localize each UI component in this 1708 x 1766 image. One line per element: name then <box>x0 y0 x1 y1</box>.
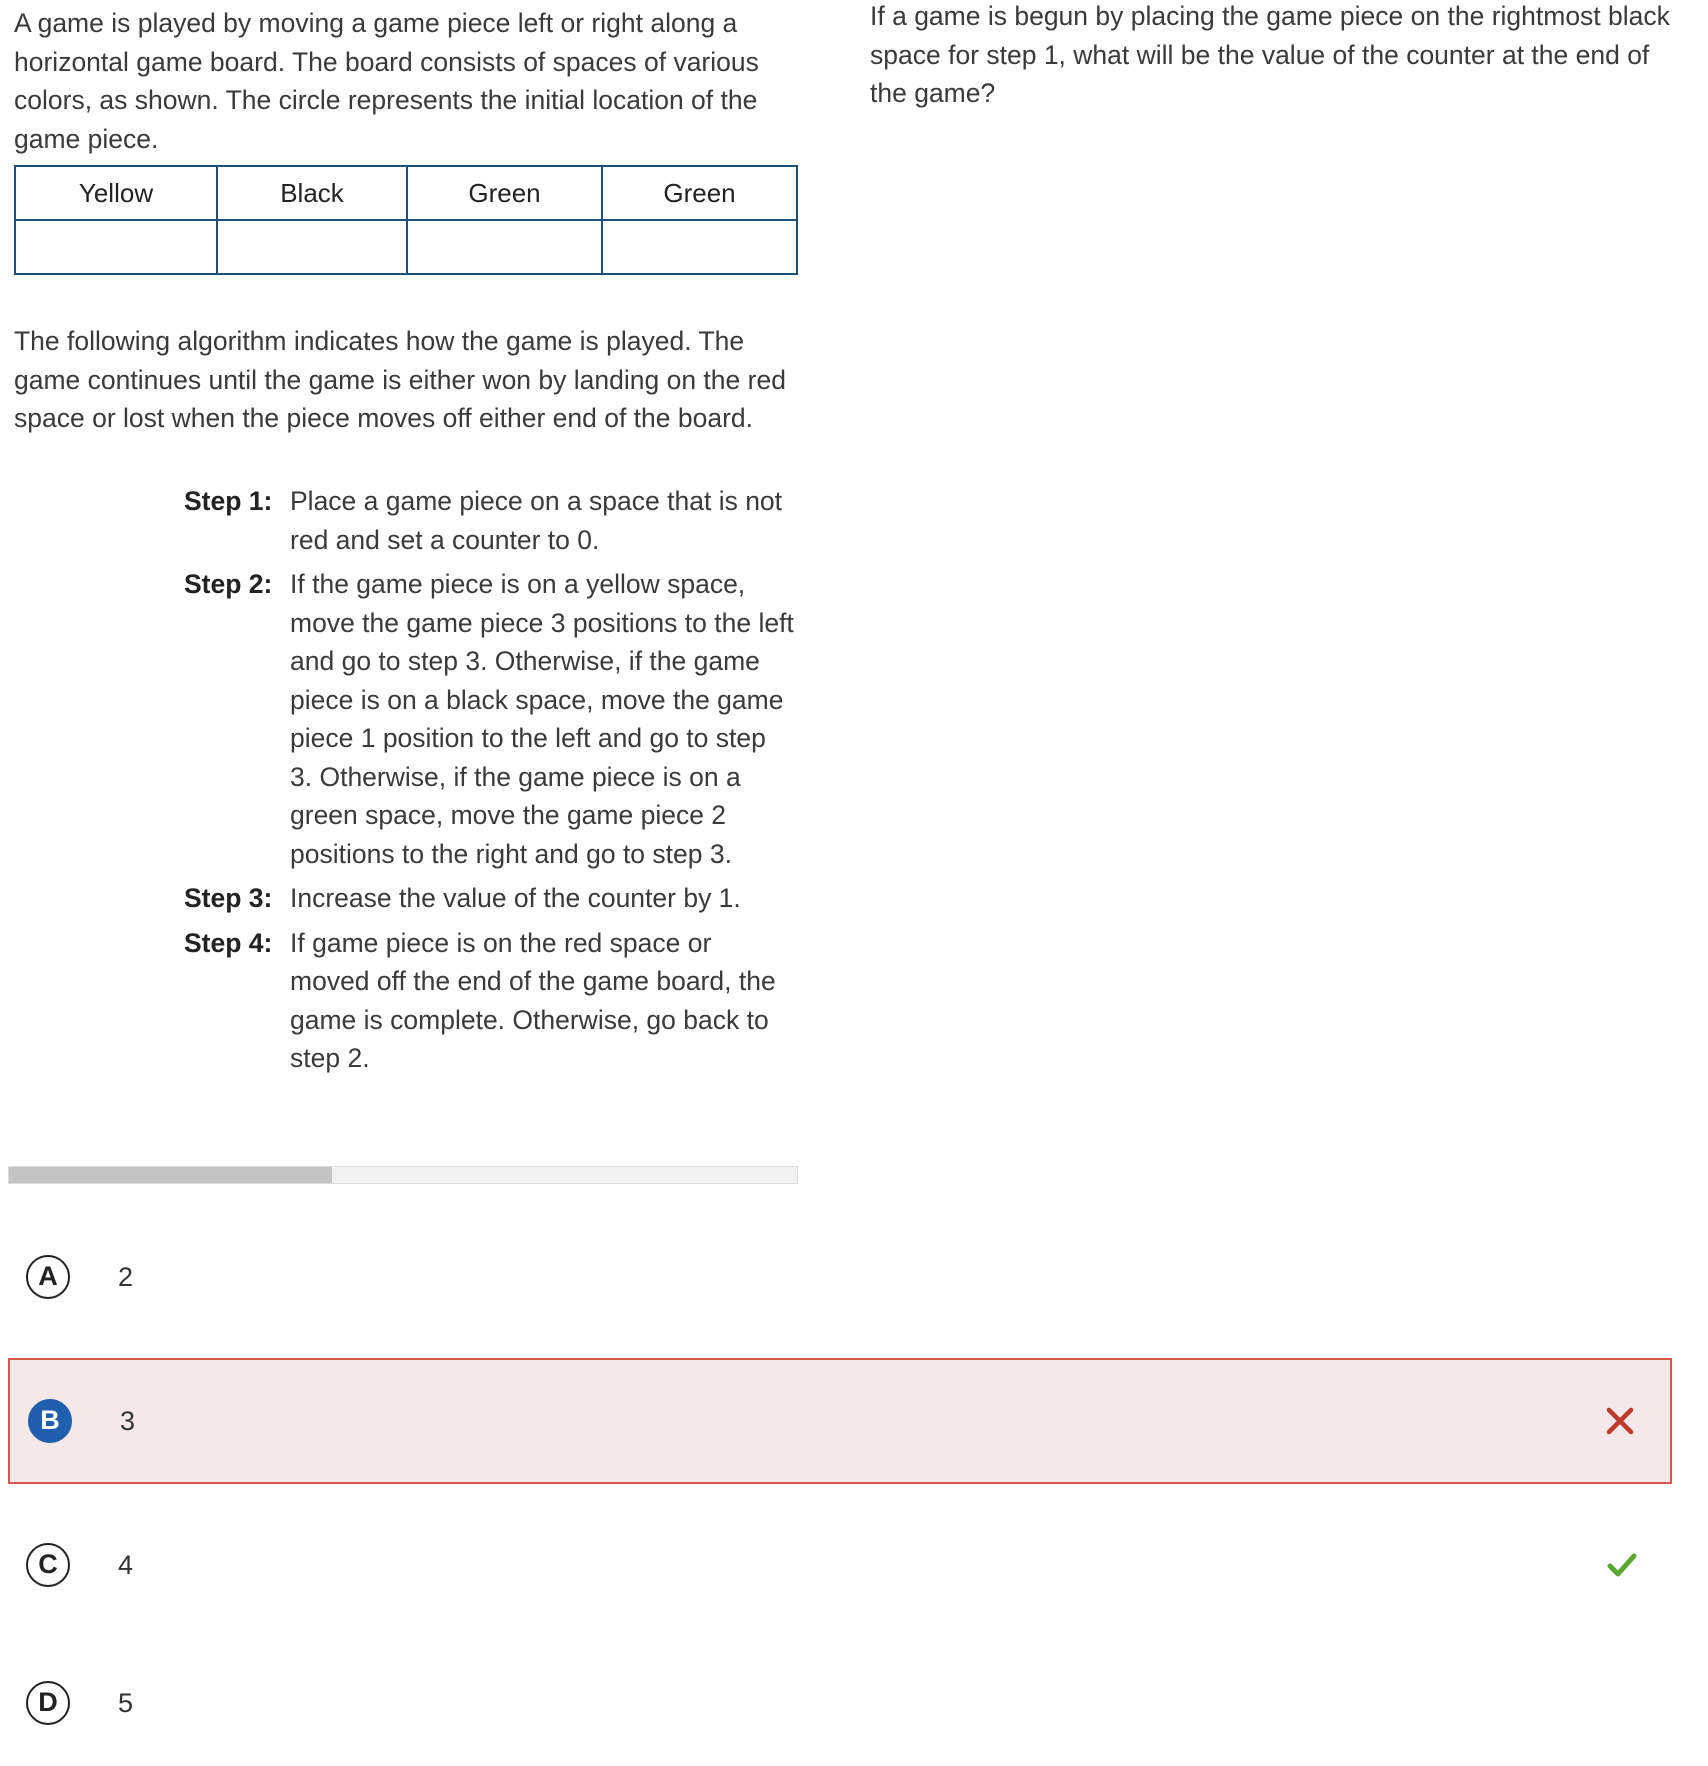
passage-panel <box>14 0 800 158</box>
step-label: Step 3: <box>184 883 273 913</box>
board-cell-empty <box>602 220 797 274</box>
step-label: Step 2: <box>184 569 273 599</box>
choice-letter-b[interactable]: B <box>28 1399 72 1443</box>
step-text: Increase the value of the counter by 1. <box>290 883 741 913</box>
passage-intro: A game is played by moving a game piece left or right along a horizontal game board. The board consists of spaces of various colors, as shown. The circle represents the initial location of the game piece. <box>14 8 759 154</box>
game-board-table <box>14 165 798 275</box>
answer-choice-a[interactable] <box>8 1214 1672 1340</box>
answer-choice-d[interactable] <box>8 1640 1672 1766</box>
choice-letter-a[interactable]: A <box>26 1255 70 1299</box>
step-2 <box>184 565 794 873</box>
choice-text-b: 3 <box>120 1406 136 1436</box>
answer-choice-c[interactable] <box>8 1502 1672 1628</box>
algorithm-steps <box>184 482 794 1084</box>
step-text: If game piece is on the red space or moved off the end of the game board, the game is complete. Otherwise, go back to step 2. <box>290 927 776 1073</box>
choice-letter-c[interactable]: C <box>26 1543 70 1587</box>
board-space-2: Black <box>217 166 407 220</box>
choice-letter-d[interactable]: D <box>26 1681 70 1725</box>
board-space-4: Green <box>602 166 797 220</box>
step-3 <box>184 879 794 918</box>
choice-text-d: 5 <box>118 1688 134 1718</box>
algorithm-intro: The following algorithm indicates how the game is played. The game continues until the game is either won by landing on the red space or lost when the piece moves off either end of the board. <box>14 326 786 433</box>
step-text: If the game piece is on a yellow space, move the game piece 3 positions to the left and go to step 3. Otherwise, if the game piece is on a black space, move the game piece 1 position to the left and go to step 3. Otherwise, if the game piece is on a green space, move the game piece 2 positions to the right and go to step 3. <box>290 569 794 869</box>
question-text: If a game is begun by placing the game piece on the rightmost black space for step 1, what will be the value of the counter at the end of the game? <box>870 1 1670 108</box>
horizontal-scrollbar[interactable] <box>8 1166 798 1184</box>
board-space-1: Yellow <box>15 166 217 220</box>
choice-text-c: 4 <box>118 1550 134 1580</box>
board-cell-empty <box>407 220 602 274</box>
board-cell-empty <box>217 220 407 274</box>
question-panel <box>870 0 1670 113</box>
check-icon <box>1602 1545 1642 1585</box>
step-4 <box>184 924 794 1078</box>
board-space-3: Green <box>407 166 602 220</box>
answer-choice-b[interactable] <box>8 1358 1672 1484</box>
board-cell-empty <box>15 220 217 274</box>
x-icon <box>1600 1401 1640 1441</box>
step-text: Place a game piece on a space that is not red and set a counter to 0. <box>290 486 783 555</box>
step-label: Step 4: <box>184 927 273 958</box>
step-label: Step 1: <box>184 486 273 516</box>
scrollbar-thumb[interactable] <box>9 1167 332 1183</box>
step-1 <box>184 482 794 559</box>
choice-text-a: 2 <box>118 1262 134 1292</box>
